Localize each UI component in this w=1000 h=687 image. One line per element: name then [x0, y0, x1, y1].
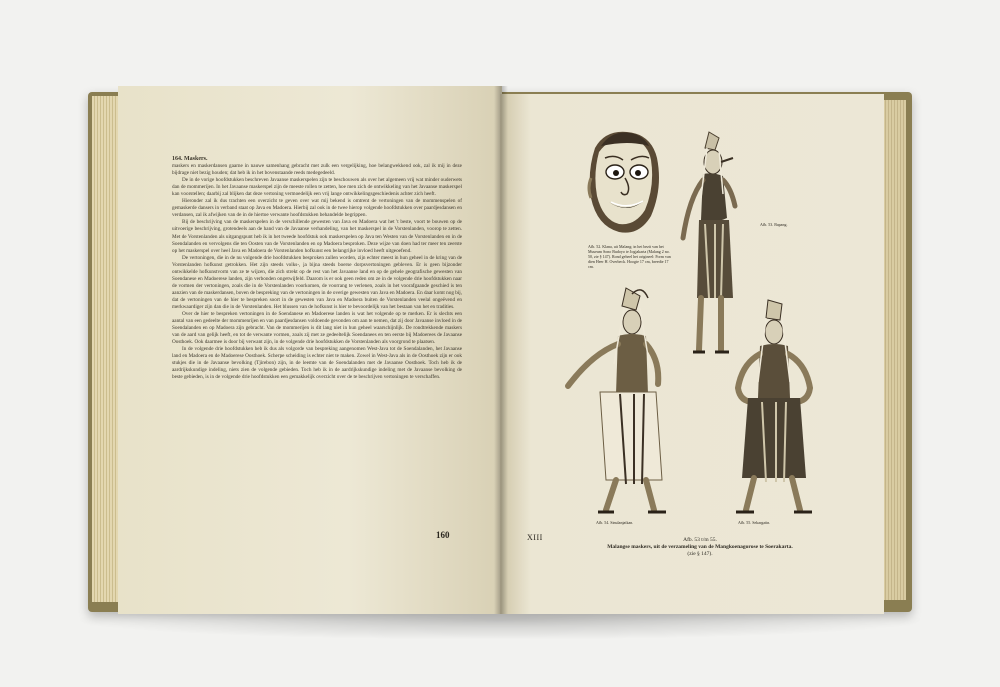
book-gutter [494, 86, 508, 614]
left-page-text [172, 156, 462, 382]
paragraph-2: De in de vorige hoofdstukken beschreven Javaanse maskerspelen zijn te beschouwen als over het algemeen vrij wat minder ouderwets dan de mommerijen. In het Javaanse maskerspel zijn de meeste rollen te zetten, hoe men zich de ontwikkeling van het Javaanse maskerspel kan voorstellen; daarbij zal blijken dat deze vertoning vermoedelijk een vrij lange ontwikkelingsgeschiedenis achter zich heeft. [172, 177, 462, 198]
caption-afb-55: Afb. 55. Sekargatin. [738, 520, 771, 525]
caption-afb-53: Afb. 53. Bapang. [760, 222, 788, 227]
figure-caption-title: Malangse maskers, uit de verzameling van de Mangkoenagorose te Soerakarta. [607, 544, 793, 550]
figure-caption-range: Afb. 53 t/m 55. [683, 537, 717, 543]
caption-afb-52: Afb. 52. Klana, uit Malang; in het bezit van het Museum Sono Budoyo te Jogjakarta (Malang 2 no. 50, zie § 147). Rond geheel het origineel: Form van dien Heer H. Overbeck. Hoogte 17 cm, breedte 17 cm. [588, 244, 671, 269]
paragraph-4: Bij de beschrijving van de maskerspelen in de verschillende gewesten van Java en Madoera wat het 't beste, voort te bouwen op de uitvoerige beschrijving, grotendeels aan de hand van de Javaanse verhandeling, van het maskerspel in de Vorstenlanden, voorop te zetten. Met de Vorstenlanden als uitgangspunt heb ik in het tweede hoofdstuk ook maskerspelen op Java ten Westen van de Vorstenlanden en in de Soendalanden en vervolgens die ten Oosten van de Vorstenlanden en op Madoera besproken. Deze wijze van doen had ter meer ten zeerste op het maskerspel over heel Java en Madoera de Vorstenlanden hofkunst een belangrijke invloed heeft uitgeoefend. [172, 219, 462, 254]
dancer-photo-sekargatin [726, 298, 822, 520]
section-heading: 164. Maskers. [172, 156, 208, 162]
paragraph-5: De vertoningen, die in de nu volgende drie hoofdstukken besproken zullen worden, zijn echter meest in hun geheel in de kring van de Vorstenlanden hofkunst getrokken. Het zijn steeds volks-, ja bijna steeds boerse dorpsvertoningen gebleven. Er is geen bijzonder ontwikkelde hofkunstvorm van ze te wijzen, die zich strekt op de rest van het Javaanse land en op de gehele geografische gewesten van Soendanese en Madoerese landen, zijn verbonden ongetwijfeld. Daarom is er ook geen reden om ze in de volgende drie hoofdstukken naar de vormen der vertoningen, zoals die in de Vorstenlanden voorkomen, de voorrang te verlenen, zoals in het voorafgaande geschied is ten aanzien van de maskerdansen, boven de bespreking van de vertoningen in de overige gewesten van Java en Madoera. En daar komt nog bij, dat de vertoningen van de hier te bespreken soort in de gewesten van Java en Madoera buiten de Vorstenlanden veelal ongeëvend en merkwaardiger zijn dan die in de Vorstenlanden. Het blussen van de hofkunst is hier te bevoordelijk van het bestaan van het en tradities. [172, 254, 462, 310]
figure-caption [590, 537, 810, 558]
paragraph-6: Over de hier te bespreken vertoningen in de Soendanese en Madoerese landen is wat het volgende op te merken. Er is slechts een aantal van een gedeelte der mommenrijen en van paardjesdansen voldoende gevonden om aan te nemen, dat zij door Javaanse invloed in de Soendalanden en op Madoera zijn gebracht. Van de mommerijen is dit lang niet in hun geheel waarschijnlijk. De rondtrekkende maskers van de aard van gelijk heeft, en tot de verwante vormen, zoals zij met ze gedeeltelijk Soendanees en ten eerste bij Madoerees de Javaanse Oosthoek. Ook daarmee is door bij verwant zijn, in de volgende drie hoofdstukken de Vorstenlanden als voorgrond te plaatsen. [172, 311, 462, 346]
dancer-photo-sinulanjatkan [562, 284, 682, 520]
mask-photo [585, 128, 665, 240]
page-number: 160 [436, 530, 450, 540]
figure-caption-ref: (zie § 147). [687, 551, 713, 557]
caption-afb-54: Afb. 54. Sinulanjatkan. [596, 520, 634, 525]
paragraph-3: Hieronder zal ik dus trachten een overzicht te geven over wat mij bekend is omtrent de vertoningen van de mommenspelen of gemaskerde dansers in verband staat op Java en Madoera. Hierbij zal ook in de twee hierop volgende hoofdstukken over paardjesdansen en verdansen, zal ik afwijken van de in de hiertoe verwante hoofdstukken behandelde begrippen. [172, 198, 462, 219]
plate-number: XIII [527, 533, 543, 542]
paragraph-1: maskers en maskerdansen gaarne in nauwe samenhang gebracht met zulk een vergelijking, hoe belangwekkend ook, zal ik mij in deze bijdrage niet bezig houden; dat heb ik in het bovenstaande reeds medegedeeld. [172, 163, 462, 177]
paragraph-7: In de volgende drie hoofdstukken heb ik dus als volgorde van bespreking aangenomen West-Java tot de Soendalanden, het Javaanse land en Madoera en de Madoerese Oosthoek. Scherpe scheiding is echter niet te maken. Zowel in West-Java als in de Oosthoek zijn er ook stukjes die in de Javaanse bevolking (Tjirebon) zijn, in de leemte van de Soendalanden met de Javaanse Oosthoek. Toch heb ik de aardrijkskundige indeling, niets zien de volgende gebieden. Toch heb ik in de aardrijkskundige indeling met de Javaanse bevolking de beste gebieden, is in de volgende drie hoofdstukken een gemakkelijk overzicht over de te beschrijven vertoningen te verschaffen. [172, 346, 462, 381]
